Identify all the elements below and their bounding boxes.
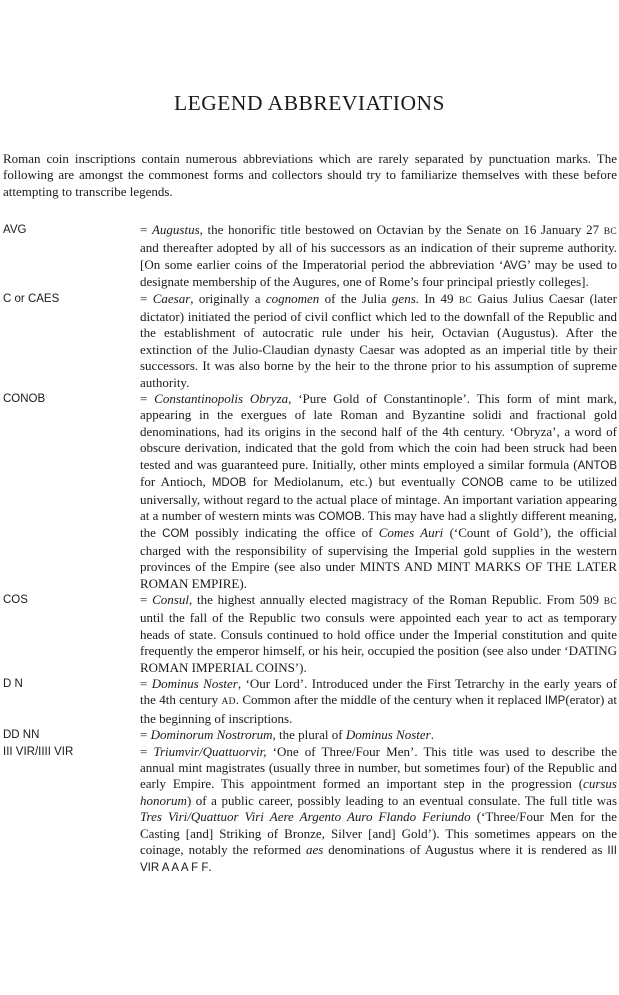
page-title: LEGEND ABBREVIATIONS [174, 91, 445, 115]
intro-paragraph: Roman coin inscriptions contain numerous abbreviations which are rarely separated by punctuation marks. The following are amongst the commonest forms and collectors should try to familiarize themselves with these before attempting to transcribe legends. [3, 151, 617, 199]
entry-conob [3, 391, 617, 592]
entry-term: COS [3, 593, 28, 606]
entry-term: III VIR/IIII VIR [3, 745, 74, 758]
entry-definition: = Dominorum Nostrorum, the plural of Dominus Noster. [140, 727, 434, 743]
entry-term: C or CAES [3, 292, 60, 305]
entry-definition: = Triumvir/Quattuorvir, ‘One of Three/Four Men’. This title was used to describe the annual mint magistrates (usually three in number, but sometimes four) of the Republic and early Empire. This appointment formed an important step in the progression (cursus honorum) of a public career, possibly leading to an eventual consulate. The full title was Tres Viri/Quattuor Viri Aere Argento Auro Flando Feriundo (‘Three/Four Men for the Casting [and] Striking of Bronze, Silver [and] Gold’). This sometimes appears on the coinage, notably the reformed aes denominations of Augustus where it is rendered as III VIR A A A F F. [140, 743, 618, 875]
entry-definition: = Caesar, originally a cognomen of the Julia gens. In 49 BC Gaius Julius Caesar (later dictator) initiated the period of civil conflict which led to the downfall of the Republic and the establishment of autocratic rule under his heir, Octavian (Augustus). After the extinction of the Julio-Claudian dynasty Caesar was adopted as an imperial title by their successors. It was also borne by the heir to the throne prior to his assumption of supreme authority. [140, 290, 617, 390]
entry-term: CONOB [3, 393, 46, 406]
entry-term: D N [3, 677, 23, 690]
entry-definition: = Dominus Noster, ‘Our Lord’. Introduced under the First Tetrarchy in the early years of the 4th century AD. Common after the middle of the century when it replaced IMP(erator) at the beginning of inscriptions. [140, 675, 617, 726]
entry-definition: = Consul, the highest annually elected magistracy of the Roman Republic. From 509 BC until the fall of the Republic two consuls were appointed each year to act as temporary heads of state. Consuls continued to hold office under the Imperial constitution and quite frequently the emperor himself, or his heir, occupied the position (see also under ‘DATING ROMAN IMPERIAL COINS’). [140, 591, 618, 675]
entry-ddnn [3, 727, 617, 743]
entry-dn [3, 676, 617, 727]
entry-cos [3, 592, 617, 676]
entry-iii-vir [3, 744, 617, 877]
entry-term: DD NN [3, 729, 40, 742]
entry-definition: = Constantinopolis Obryza, ‘Pure Gold of Constantinople’. This form of mint mark, appearing in the exergues of late Roman and Byzantine solidi and fractional gold denominations, had its origins in the second half of the 4th century. ‘Obryza’, a word of obscure derivation, indicated that the gold from which the coin had been struck had been tested and was guaranteed pure. Initially, other mints employed a similar formula (ANTOB for Antioch, MDOB for Mediolanum, etc.) but eventually CONOB came to be utilized universally, without regard to the actual place of mintage. An important variation appearing at a number of western mints was COMOB. This may have had a slightly different meaning, the COM possibly indicating the office of Comes Auri (‘Count of Gold’), the official charged with the responsibility of supervising the Imperial gold supplies in the western provinces of the Empire (see also under MINTS AND MINT MARKS OF THE LATER ROMAN EMPIRE). [140, 391, 618, 591]
abbreviation-list [3, 222, 617, 877]
entry-term: AVG [3, 224, 27, 236]
entry-caes [3, 291, 617, 391]
entry-definition: = Augustus, the honorific title bestowed on Octavian by the Senate on 16 January 27 BC and thereafter adopted by all of his successors as an indication of their supreme authority. [On some earlier coins of the Imperatorial period the abbreviation ‘AVG’ may be used to designate membership of the Augures, one of Rome’s four principal priestly colleges]. [140, 222, 617, 290]
entry-avg [3, 222, 617, 291]
